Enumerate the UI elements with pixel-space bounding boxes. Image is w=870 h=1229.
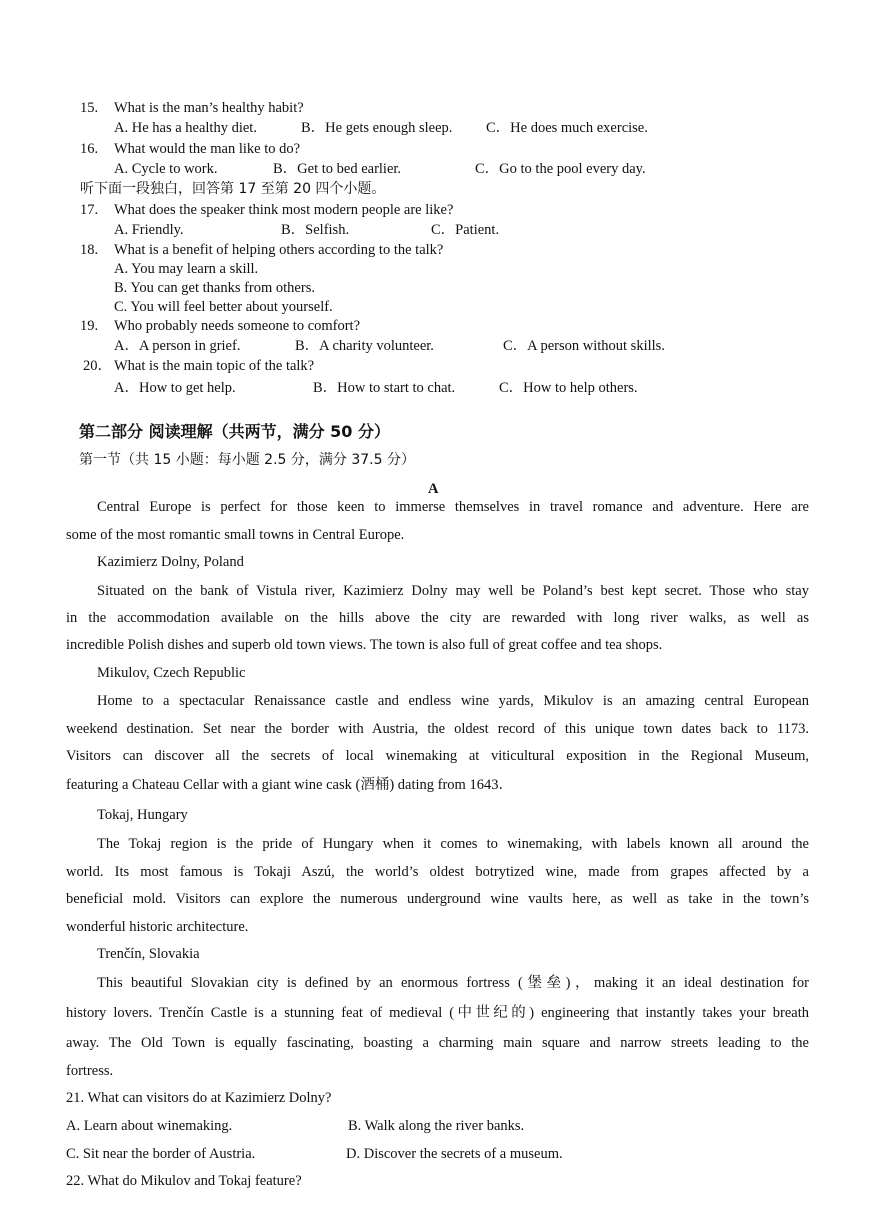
town-heading: Mikulov, Czech Republic <box>97 665 246 681</box>
paragraph-line: world. Its most famous is Tokaji Aszú, the world’s oldest botrytized wine, made from grapes affected by a <box>66 864 809 880</box>
question-18-number: 18. <box>80 242 99 258</box>
question-20-option-b: B．How to start to chat. <box>313 380 456 396</box>
listening-instruction: 听下面一段独白，回答第 17 至第 20 四个小题。 <box>80 181 386 197</box>
question-21-stem: 21. What can visitors do at Kazimierz Dolny? <box>66 1090 332 1106</box>
question-21-option-c: C. Sit near the border of Austria. <box>66 1146 256 1162</box>
paragraph-line: Visitors can discover all the secrets of local winemaking at viticultural exposition in the Regional Museum, <box>66 748 809 764</box>
question-19-stem: Who probably needs someone to comfort? <box>114 318 361 334</box>
question-17-stem: What does the speaker think most modern people are like? <box>114 202 454 218</box>
paragraph-line: Home to a spectacular Renaissance castle and endless wine yards, Mikulov is an amazing central European <box>97 693 809 709</box>
question-15-option-c: C．He does much exercise. <box>486 120 648 136</box>
question-18-option-c: C. You will feel better about yourself. <box>114 299 333 315</box>
paragraph-line: fortress. <box>66 1063 114 1079</box>
intro-line-2: some of the most romantic small towns in Central Europe. <box>66 527 405 543</box>
paragraph-line: beneficial mold. Visitors can explore the numerous underground wine vaults here, as well as take in the town’s <box>66 891 809 907</box>
question-22-stem: 22. What do Mikulov and Tokaj feature? <box>66 1173 302 1189</box>
question-15-option-b: B．He gets enough sleep. <box>301 120 453 136</box>
question-19-option-a: A．A person in grief. <box>114 338 241 354</box>
question-17-option-c: C．Patient. <box>431 222 500 238</box>
question-18-stem: What is a benefit of helping others according to the talk? <box>114 242 444 258</box>
question-16-number: 16. <box>80 141 99 157</box>
question-21-option-d: D. Discover the secrets of a museum. <box>346 1146 563 1162</box>
passage-letter: A <box>428 481 439 497</box>
question-15-option-a: A. He has a healthy diet. <box>114 120 257 136</box>
question-16-option-c: C．Go to the pool every day. <box>475 161 646 177</box>
paragraph-line: history lovers. Trenčín Castle is a stunning feat of medieval (中世纪的) engineering that instantly takes your breath <box>66 1005 809 1021</box>
paragraph-line: wonderful historic architecture. <box>66 919 249 935</box>
question-16-option-a: A. Cycle to work. <box>114 161 218 177</box>
question-20-number: 20． <box>83 358 112 374</box>
paragraph-line: This beautiful Slovakian city is defined by an enormous fortress (堡垒)，making it an ideal destination for <box>97 975 809 991</box>
question-15-stem: What is the man’s healthy habit? <box>114 100 304 116</box>
town-heading: Tokaj, Hungary <box>97 807 188 823</box>
paragraph-line: featuring a Chateau Cellar with a giant wine cask (酒桶) dating from 1643． <box>66 777 513 793</box>
paragraph-line: away. The Old Town is equally fascinating, boasting a charming main square and narrow streets leading to the <box>66 1035 809 1051</box>
question-20-stem: What is the main topic of the talk? <box>114 358 315 374</box>
part-two-title: 第二部分 阅读理解（共两节，满分 50 分） <box>79 422 390 441</box>
question-16-stem: What would the man like to do? <box>114 141 301 157</box>
question-17-option-b: B．Selfish. <box>281 222 350 238</box>
question-20-option-a: A．How to get help. <box>114 380 236 396</box>
question-19-option-c: C．A person without skills. <box>503 338 665 354</box>
question-17-option-a: A. Friendly. <box>114 222 184 238</box>
question-20-option-c: C．How to help others. <box>499 380 638 396</box>
paragraph-line: incredible Polish dishes and superb old town views. The town is also full of great coffee and tea shops. <box>66 637 663 653</box>
question-16-option-b: B．Get to bed earlier. <box>273 161 402 177</box>
town-heading: Trenčín, Slovakia <box>97 946 200 962</box>
paragraph-line: The Tokaj region is the pride of Hungary when it comes to winemaking, with labels known all around the <box>97 836 809 852</box>
town-heading: Kazimierz Dolny, Poland <box>97 554 244 570</box>
section-one-title: 第一节（共 15 小题：每小题 2.5 分，满分 37.5 分） <box>79 452 415 468</box>
question-15-number: 15. <box>80 100 99 116</box>
paragraph-line: weekend destination. Set near the border with Austria, the oldest record of this unique town dates back to 1173. <box>66 721 809 737</box>
question-21-option-b: B. Walk along the river banks. <box>348 1118 525 1134</box>
question-18-option-b: B. You can get thanks from others. <box>114 280 315 296</box>
question-19-option-b: B．A charity volunteer. <box>295 338 434 354</box>
paragraph-line: in the accommodation available on the hills above the city are rewarded with long river walks, as well as <box>66 610 809 626</box>
question-18-option-a: A. You may learn a skill. <box>114 261 259 277</box>
question-17-number: 17. <box>80 202 99 218</box>
question-21-option-a: A. Learn about winemaking. <box>66 1118 233 1134</box>
paragraph-line: Situated on the bank of Vistula river, Kazimierz Dolny may well be Poland’s best kept secret. Those who stay <box>97 583 809 599</box>
intro-line-1: Central Europe is perfect for those keen to immerse themselves in travel romance and adventure. Here are <box>97 499 809 515</box>
question-19-number: 19. <box>80 318 99 334</box>
